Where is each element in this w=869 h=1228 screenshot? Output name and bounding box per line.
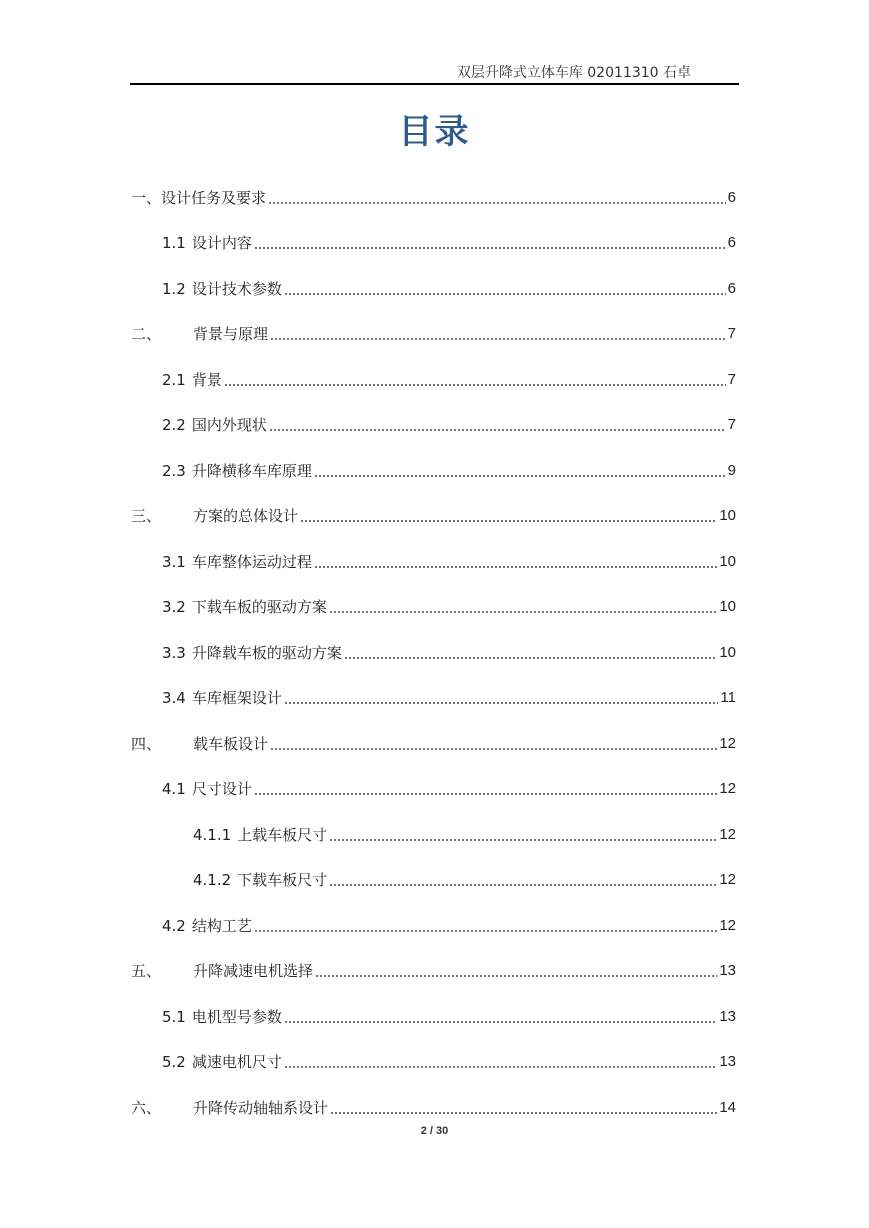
toc-entry-page: 13 [719, 962, 736, 979]
toc-dot-leader [270, 748, 717, 750]
toc-entry-title: 下载车板的驱动方案 [191, 598, 327, 616]
toc-entry-number: 三、 [131, 507, 162, 525]
toc-dot-leader [284, 293, 726, 295]
toc-dot-leader [268, 202, 726, 204]
toc-dot-leader [270, 338, 726, 340]
toc-entry-3[interactable] [131, 502, 736, 526]
toc-entry-number: 5.2 [162, 1053, 186, 1071]
toc-entry-3-3[interactable] [162, 639, 736, 663]
toc-entry-title: 背景与原理 [193, 325, 269, 343]
toc-entry-title: 电机型号参数 [191, 1008, 282, 1026]
toc-entry-title: 车库框架设计 [191, 689, 282, 707]
toc-dot-leader [330, 1112, 717, 1114]
toc-entry-5-2[interactable] [162, 1048, 736, 1072]
toc-entry-number: 4.1.1 [193, 826, 232, 844]
toc-entry-page: 12 [719, 826, 736, 843]
toc-entry-page: 10 [719, 644, 736, 661]
toc-entry-title: 减速电机尺寸 [191, 1053, 282, 1071]
toc-entry-page: 14 [719, 1099, 736, 1116]
toc-entry-4[interactable] [131, 730, 736, 754]
toc-entry-2-2[interactable] [162, 411, 736, 435]
toc-entry-3-2[interactable] [162, 593, 736, 617]
toc-dot-leader [269, 429, 726, 431]
toc-entry-number: 四、 [131, 735, 162, 753]
toc-entry-title: 载车板设计 [193, 735, 269, 753]
toc-entry-2-3[interactable] [162, 457, 736, 481]
toc-dot-leader [254, 793, 717, 795]
toc-entry-number: 4.2 [162, 917, 186, 935]
toc-entry-1[interactable] [131, 184, 736, 208]
toc-entry-number: 2.2 [162, 416, 186, 434]
toc-entry-page: 6 [727, 280, 736, 297]
toc-entry-5-1[interactable] [162, 1003, 736, 1027]
toc-dot-leader [314, 566, 717, 568]
toc-entry-title: 上载车板尺寸 [237, 826, 328, 844]
page-title: 目录 [398, 112, 471, 152]
toc-entry-4-2[interactable] [162, 912, 736, 936]
toc-entry-number: 2.1 [162, 371, 186, 389]
toc-entry-number: 六、 [131, 1099, 162, 1117]
toc-entry-2-1[interactable] [162, 366, 736, 390]
page-number-footer: 2 / 30 [420, 1125, 449, 1137]
toc-entry-title: 国内外现状 [191, 416, 267, 434]
toc-dot-leader [329, 884, 717, 886]
toc-entry-number: 5.1 [162, 1008, 186, 1026]
toc-entry-number: 3.2 [162, 598, 186, 616]
toc-entry-number: 1.1 [162, 234, 186, 252]
toc-entry-title: 升降载车板的驱动方案 [191, 644, 342, 662]
toc-dot-leader [284, 702, 719, 704]
toc-dot-leader [329, 839, 717, 841]
toc-entry-title: 下载车板尺寸 [237, 871, 328, 889]
toc-entry-4-1[interactable] [162, 775, 736, 799]
toc-dot-leader [329, 611, 717, 613]
toc-entry-6[interactable] [131, 1094, 736, 1118]
toc-entry-number: 3.1 [162, 553, 186, 571]
toc-entry-page: 12 [719, 871, 736, 888]
toc-dot-leader [344, 657, 717, 659]
toc-dot-leader [224, 384, 726, 386]
toc-entry-title: 升降横移车库原理 [191, 462, 312, 480]
toc-entry-page: 10 [719, 598, 736, 615]
toc-entry-3-1[interactable] [162, 548, 736, 572]
toc-entry-page: 12 [719, 917, 736, 934]
toc-entry-2[interactable] [131, 320, 736, 344]
toc-entry-4-1-2[interactable] [193, 866, 736, 890]
toc-dot-leader [300, 520, 717, 522]
toc-dot-leader [254, 930, 717, 932]
toc-entry-number: 3.3 [162, 644, 186, 662]
toc-entry-page: 13 [719, 1053, 736, 1070]
toc-entry-page: 11 [720, 689, 736, 706]
toc-entry-title: 升降传动轴轴系设计 [193, 1099, 329, 1117]
running-header: 双层升降式立体车库 02011310 石卓 [456, 65, 691, 81]
toc-entry-number: 二、 [131, 325, 162, 343]
toc-dot-leader [315, 975, 717, 977]
toc-entry-number: 4.1 [162, 780, 186, 798]
toc-entry-title: 结构工艺 [191, 917, 252, 935]
toc-entry-title: 升降减速电机选择 [193, 962, 314, 980]
toc-entry-number: 一、 [131, 189, 162, 207]
toc-entry-page: 12 [719, 735, 736, 752]
toc-dot-leader [284, 1021, 717, 1023]
toc-entry-page: 10 [719, 507, 736, 524]
toc-entry-5[interactable] [131, 957, 736, 981]
toc-dot-leader [284, 1066, 717, 1068]
toc-entry-title: 尺寸设计 [191, 780, 252, 798]
toc-entry-title: 方案的总体设计 [193, 507, 299, 525]
toc-entry-page: 7 [727, 325, 736, 342]
toc-entry-number: 3.4 [162, 689, 186, 707]
toc-entry-page: 6 [727, 234, 736, 251]
toc-entry-title: 背景 [191, 371, 222, 389]
toc-entry-number: 2.3 [162, 462, 186, 480]
toc-entry-page: 12 [719, 780, 736, 797]
toc-entry-title: 车库整体运动过程 [191, 553, 312, 571]
toc-entry-number: 4.1.2 [193, 871, 232, 889]
toc-entry-title: 设计技术参数 [191, 280, 282, 298]
toc-dot-leader [314, 475, 726, 477]
toc-entry-1-1[interactable] [162, 229, 736, 253]
toc-entry-page: 6 [727, 189, 736, 206]
toc-entry-page: 7 [727, 371, 736, 388]
toc-dot-leader [254, 247, 726, 249]
toc-entry-number: 1.2 [162, 280, 186, 298]
toc-entry-page: 9 [727, 462, 736, 479]
toc-entry-page: 7 [727, 416, 736, 433]
toc-entry-page: 10 [719, 553, 736, 570]
toc-entry-number: 五、 [131, 962, 162, 980]
toc-entry-1-2[interactable] [162, 275, 736, 299]
toc-entry-page: 13 [719, 1008, 736, 1025]
toc-entry-title: 设计任务及要求 [161, 189, 267, 207]
toc-entry-4-1-1[interactable] [193, 821, 736, 845]
toc-entry-title: 设计内容 [191, 234, 252, 252]
toc-entry-3-4[interactable] [162, 684, 736, 708]
